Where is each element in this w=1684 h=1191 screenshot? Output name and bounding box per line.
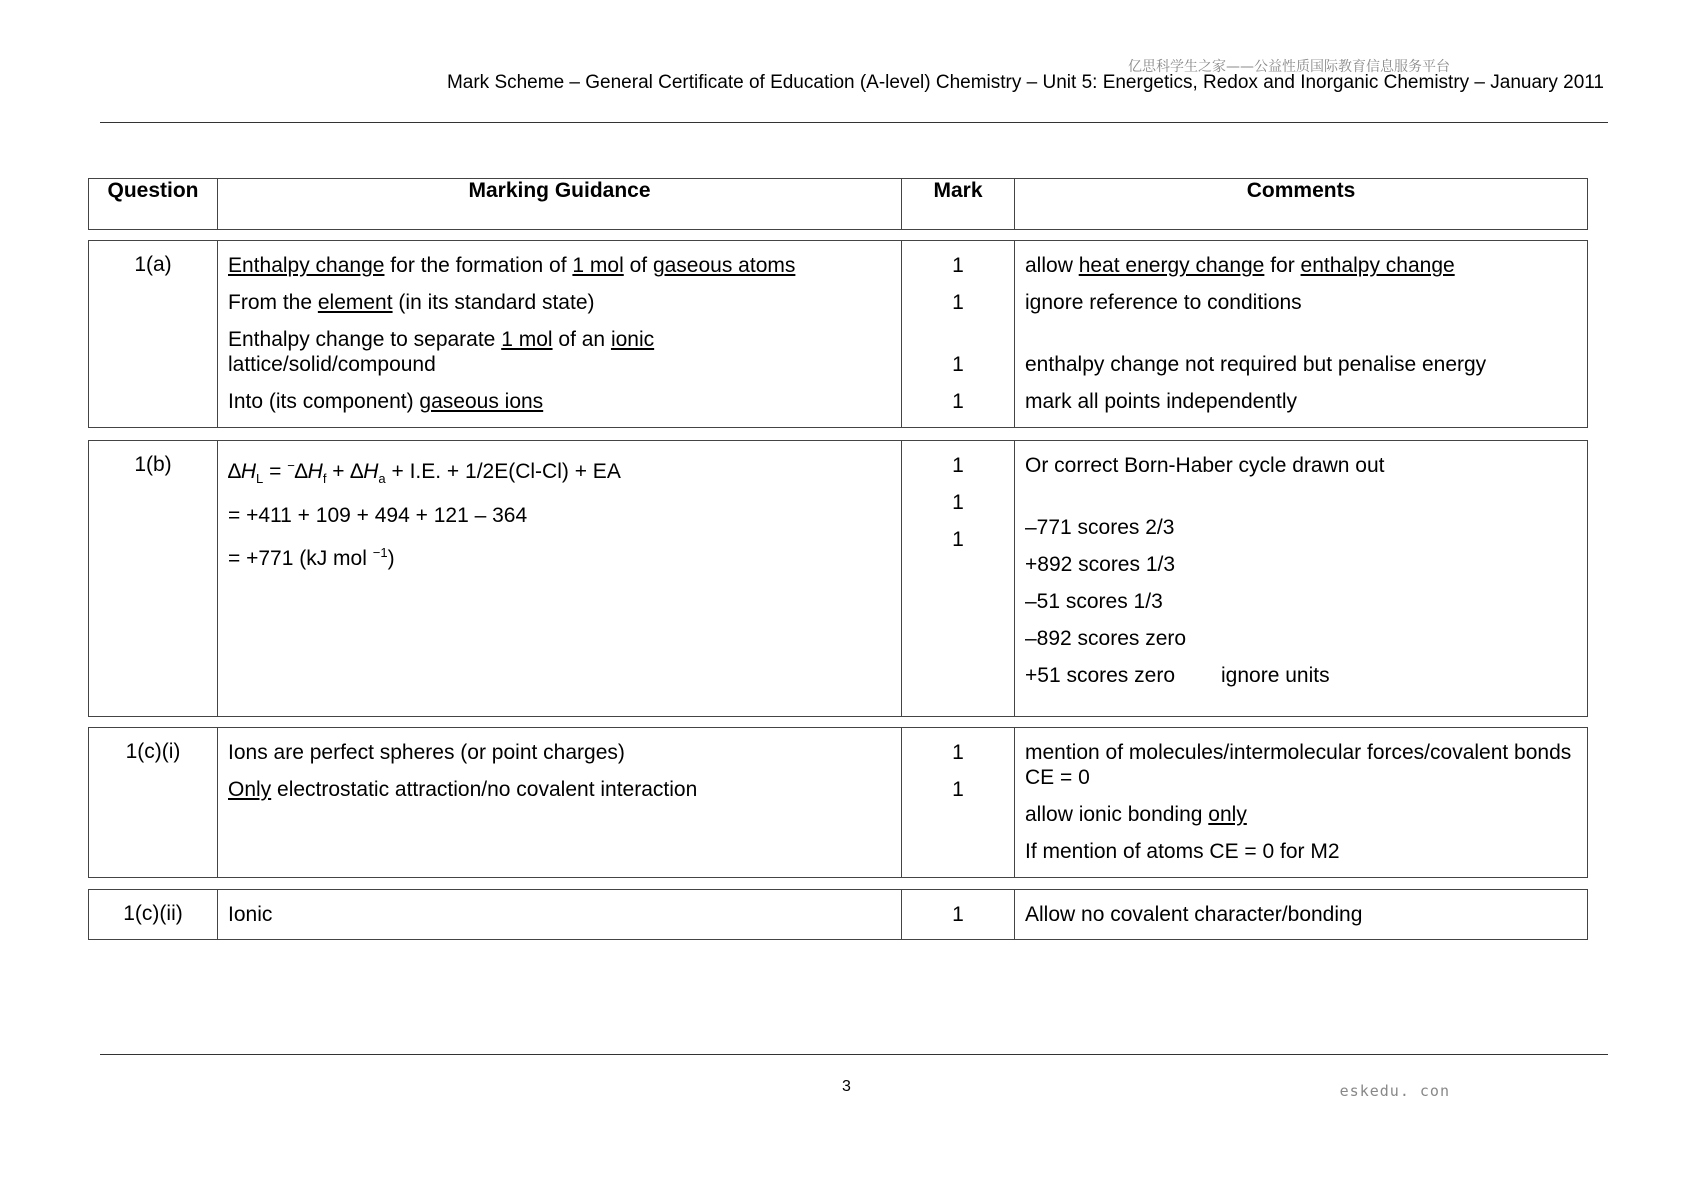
marking-guidance: $\Delta H_L = ^-\Delta H_f + \Delta H_a + I.E$. + 1/2E(Cl-Cl) + EA = +411 + 109 + 494 + 121 – 364 = +771 (kJ mol $^{-1}$) bbox=[218, 441, 902, 717]
comments: mention of molecules/intermolecular forces/covalent bonds CE = 0 allow ionic bonding only If mention of atoms CE = 0 for M2 bbox=[1015, 728, 1588, 878]
col-comments-header: Comments bbox=[1015, 179, 1588, 230]
comments: Allow no covalent character/bonding bbox=[1015, 890, 1588, 940]
row-1cii bbox=[88, 889, 1588, 940]
comments: allow heat energy change for enthalpy change ignore reference to conditions enthalpy change not required but penalise energy mark all points independently bbox=[1015, 241, 1588, 428]
row-1a bbox=[88, 240, 1588, 428]
header-rule bbox=[100, 122, 1608, 123]
page-number: 3 bbox=[842, 1078, 851, 1095]
col-question-header: Question bbox=[89, 179, 218, 230]
equation: $\Delta H_L = ^-\Delta H_f + \Delta H_a + I.E$. + 1/2E(Cl-Cl) + EA bbox=[228, 458, 621, 487]
table-header bbox=[88, 178, 1588, 230]
marks: 1 1 bbox=[902, 728, 1015, 878]
question-number: 1(b) bbox=[89, 441, 218, 717]
col-mark-header: Mark bbox=[902, 179, 1015, 230]
page-header: Mark Scheme – General Certificate of Education (A-level) Chemistry – Unit 5: Energetics, Redox and Inorganic Chemistry – January 2011 bbox=[446, 72, 1604, 93]
marking-guidance: Ions are perfect spheres (or point charges) Only electrostatic attraction/no covalent interaction bbox=[218, 728, 902, 878]
question-number: 1(a) bbox=[89, 241, 218, 428]
marks: 1 bbox=[902, 890, 1015, 940]
watermark-top: 亿思科学生之家——公益性质国际教育信息服务平台 bbox=[1128, 59, 1450, 75]
marking-guidance: Enthalpy change for the formation of 1 mol of gaseous atoms From the element (in its standard state) Enthalpy change to separate 1 mol of an ionic lattice/solid/compound Into (its component) gaseous ions bbox=[218, 241, 902, 428]
watermark-bottom: eskedu. con bbox=[1339, 1082, 1450, 1100]
footer-rule bbox=[100, 1054, 1608, 1055]
marks: 1 1 1 bbox=[902, 441, 1015, 717]
row-1b bbox=[88, 440, 1588, 717]
row-1ci bbox=[88, 727, 1588, 878]
col-guidance-header: Marking Guidance bbox=[218, 179, 902, 230]
comments: Or correct Born-Haber cycle drawn out –771 scores 2/3 +892 scores 1/3 –51 scores 1/3 –892 scores zero +51 scores zero ignore units bbox=[1015, 441, 1588, 717]
marks: 1 1 1 1 bbox=[902, 241, 1015, 428]
question-number: 1(c)(i) bbox=[89, 728, 218, 878]
question-number: 1(c)(ii) bbox=[89, 890, 218, 940]
marking-guidance: Ionic bbox=[218, 890, 902, 940]
